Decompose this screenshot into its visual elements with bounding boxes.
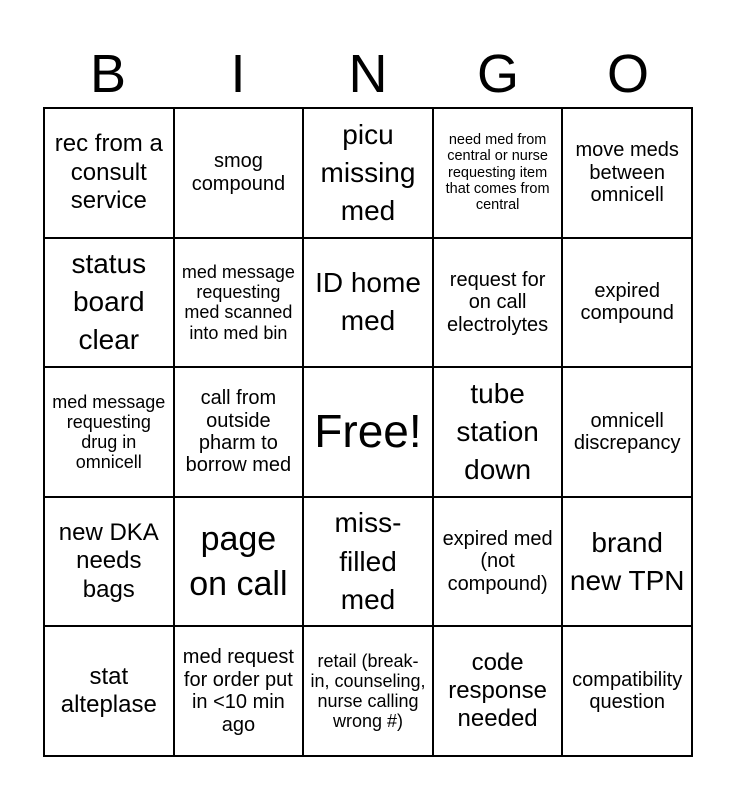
bingo-cell[interactable]: brand new TPN [562,497,692,627]
bingo-cell[interactable]: new DKA needs bags [44,497,174,627]
bingo-header [43,40,693,108]
bingo-cell[interactable]: med message requesting drug in omnicell [44,367,174,497]
bingo-cell[interactable]: expired compound [562,238,692,368]
bingo-cell[interactable]: rec from a consult service [44,108,174,238]
bingo-cell[interactable]: picu missing med [303,108,433,238]
bingo-cell[interactable]: med request for order put in <10 min ago [174,626,304,756]
bingo-cell[interactable]: retail (break-in, counseling, nurse calling wrong #) [303,626,433,756]
bingo-cell[interactable]: smog compound [174,108,304,238]
bingo-cell[interactable]: need med from central or nurse requesting item that comes from central [433,108,563,238]
bingo-cell[interactable]: miss-filled med [303,497,433,627]
bingo-cell[interactable]: ID home med [303,238,433,368]
bingo-cell[interactable]: code response needed [433,626,563,756]
bingo-cell[interactable]: med message requesting med scanned into med bin [174,238,304,368]
bingo-cell[interactable]: stat alteplase [44,626,174,756]
bingo-cell[interactable]: status board clear [44,238,174,368]
bingo-cell[interactable]: call from outside pharm to borrow med [174,367,304,497]
bingo-card [43,107,693,757]
header-letter-b: B [89,44,127,104]
bingo-cell[interactable]: compatibility question [562,626,692,756]
header-letter-i: I [230,44,246,104]
header-letter-n: N [348,44,388,104]
bingo-cell[interactable]: expired med (not compound) [433,497,563,627]
free-space[interactable]: Free! [303,367,433,497]
bingo-cell[interactable]: move meds between omnicell [562,108,692,238]
header-letter-o: O [606,44,649,104]
bingo-cell[interactable]: request for on call electrolytes [433,238,563,368]
bingo-cell[interactable]: tube station down [433,367,563,497]
header-letter-g: G [476,44,519,104]
bingo-cell[interactable]: omnicell discrepancy [562,367,692,497]
bingo-cell[interactable]: page on call [174,497,304,627]
